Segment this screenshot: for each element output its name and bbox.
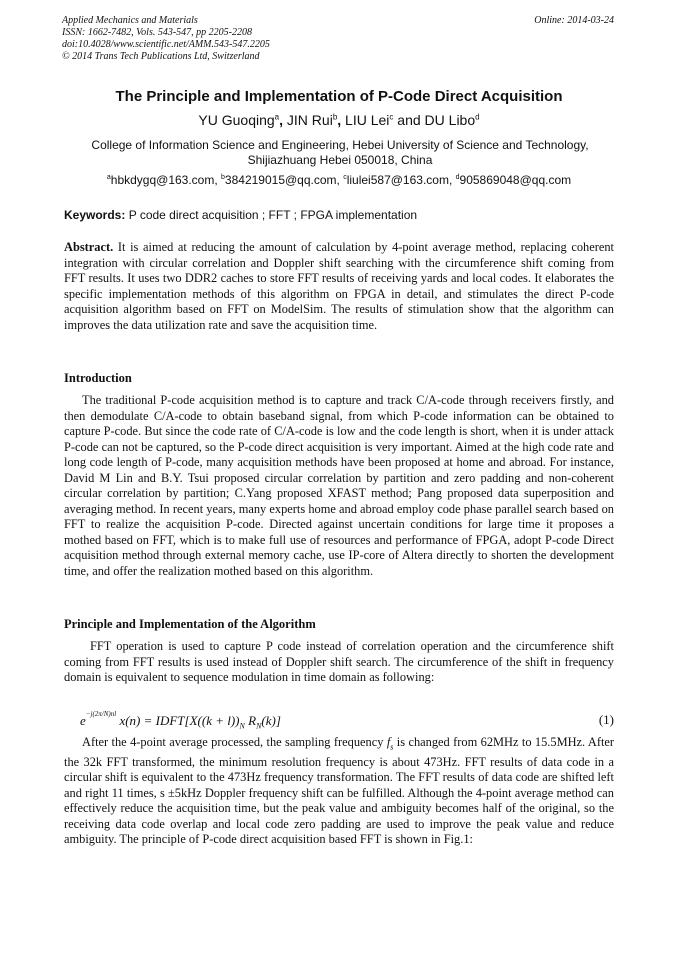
equation-body	[80, 710, 281, 731]
author-sup: a	[274, 112, 280, 122]
eq-r: R	[248, 713, 257, 728]
keywords	[64, 208, 417, 222]
abstract-text: It is aimed at reducing the amount of calculation by 4-point average method, replacing coherent integration with circular correlation and Doppler shift searching with the circumference shift coming from FFT results. It uses two DDR2 caches to store FFT results of receiving yards and local codes. It elaborates the specific implementation methods of this algorithm on FPGA in detail, and stimulates the direct P-code acquisition algorithm based on FFT on ModelSim. The results of stimulation show that the algorithm can improves the data utilization rate and save the acquisition time.	[64, 240, 614, 332]
section-heading-principle: Principle and Implementation of the Algorithm	[64, 617, 316, 631]
introduction-paragraph: The traditional P-code acquisition method is to capture and track C/A-code through receivers firstly, and then demodulate C/A-code to obtain baseband signal, from which P-code information can be obtained to capture P-code. But since the code rate of C/A-code is low and the code length is short, when it is under attack P-code can not be captured, so the P-code direct acquisition is very important. Aimed at the high code rate and long code length of P-code, many acquisition methods have been proposed at home and abroad. For instance, David M Lin and B.Y. Tsui proposed circular correlation by partition and zero padding and non-coherent circular correlation by partition; C.Yang proposed XFAST method; Pang proposed data superposition and averaging method. In recent years, many experts home and abroad employ code phase parallel search based on FFT to realize the acquisition P-code. Directed against uncertain conditions for large time it proposes a mothed based on FFT, which is to make full use of resources and performance of FPGA, adopt P-code Direct acquisition method through external memory cache, use IP-core of Altera directly to shorten the development time, and offer the realization mothed based on this algorithm.	[64, 393, 614, 578]
abstract	[64, 240, 614, 333]
author-sup: c	[389, 112, 394, 122]
abstract-label: Abstract.	[64, 240, 114, 254]
email-list: $^a$hbkdygq@163.com, $^b$384219015@qq.com, $^c$liulei587@163.com, $^d$905869048@qq.com	[106, 173, 572, 187]
author-name: LIU Lei	[345, 112, 390, 128]
author-name: JIN Rui	[286, 112, 333, 128]
keywords-label: Keywords:	[64, 208, 126, 222]
email-address: liulei587@163.com	[346, 173, 449, 187]
equation-1	[80, 704, 614, 732]
author-sup: b	[332, 112, 338, 122]
section-heading-introduction: Introduction	[64, 371, 132, 385]
author-sup: d	[475, 112, 480, 122]
eq-lhs: x(n) = IDFT	[119, 713, 185, 728]
email-address: 384219015@qq.com	[224, 173, 337, 187]
online-date: Online: 2014-03-24	[534, 15, 614, 26]
copyright-line: © 2014 Trans Tech Publications Ltd, Switzerland	[62, 51, 260, 62]
equation-number: (1)	[598, 712, 614, 727]
eq-exp-base: e	[80, 713, 86, 728]
eq-sub: N	[256, 721, 262, 731]
after-eq-pre: After the 4-point average processed, the sampling frequency	[82, 735, 387, 749]
eq-inner: [X((k + l))	[184, 713, 240, 728]
email-sup: a	[106, 174, 111, 181]
fs-symbol: f	[386, 735, 391, 749]
eq-exponent: −j(2π/N)nl	[85, 710, 117, 718]
affiliation	[70, 138, 610, 168]
email-address: 905869048@qq.com	[459, 173, 572, 187]
fs-subscript: s	[390, 742, 394, 752]
author-list: YU Guoqing$^a$, JIN Rui$^b$, LIU Lei$^c$ and DU Libo$^d$	[198, 112, 480, 128]
email-sup: c	[343, 174, 347, 181]
issn-line: ISSN: 1662-7482, Vols. 543-547, pp 2205-2208	[62, 27, 252, 38]
principle-paragraph: FFT operation is used to capture P code instead of correlation operation and the circumference shift coming from FFT results is used instead of Doppler shift search. The circumference of the shift in frequency domain is equivalent to sequence modulation in time domain as following:	[64, 639, 614, 684]
journal-header	[62, 15, 270, 63]
journal-name: Applied Mechanics and Materials	[62, 15, 198, 26]
affiliation-line: College of Information Science and Engineering, Hebei University of Science and Technology,	[91, 138, 589, 152]
email-sup: d	[455, 174, 460, 181]
eq-sub: N	[239, 721, 245, 731]
keywords-text: P code direct acquisition ; FFT ; FPGA implementation	[128, 208, 418, 222]
author-name: DU Libo	[424, 112, 476, 128]
email-address: hbkdygq@163.com	[110, 173, 215, 187]
affiliation-line: Shijiazhuang Hebei 050018, China	[247, 153, 433, 167]
paper-title: The Principle and Implementation of P-Code Direct Acquisition	[115, 88, 563, 105]
doi-line: doi:10.4028/www.scientific.net/AMM.543-547.2205	[62, 39, 270, 50]
email-sup: b	[221, 174, 225, 181]
after-equation-paragraph	[64, 735, 614, 848]
author-name: YU Guoqing	[198, 112, 275, 128]
eq-tail: (k)]	[261, 713, 281, 728]
after-eq-post: is changed from 62MHz to 15.5MHz. After the 32k FFT transformed, the minimum resolution frequency is about 473Hz. FFT results of data code in a circular shift is equivalent to the 473Hz frequency transformation. The FFT results of data code are shifted left and right 11 times, s ±5kHz Doppler frequency shift can be fulfilled. Although the 4-point average method can effectively reduce the acquisition time, but the peak value and ambiguity becomes half of the original, so the receiving data code overlap and local code zero padding are used to improve the peak value and reduce ambiguity. The principle of P-code direct acquisition based FFT is shown in Fig.1:	[64, 735, 615, 847]
